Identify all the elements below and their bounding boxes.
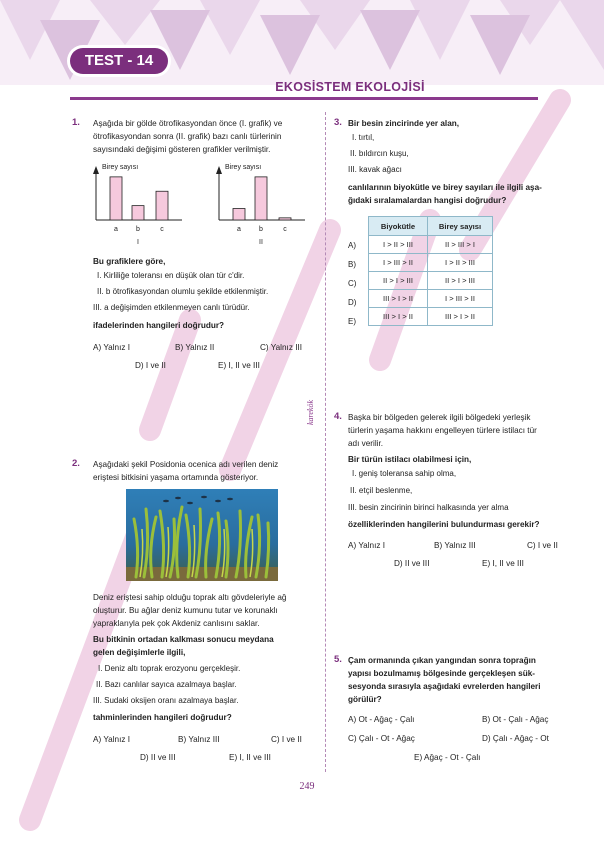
q5-stem: Çam ormanında çıkan yangından sonra toprağın yapısı bozulmamış bölgesinde gerçekleşen sük- sesyonda sırasıyla aşağıdaki evrelerden hangileri görülür? (348, 656, 541, 704)
q3-option-d[interactable]: D) (348, 298, 357, 307)
q3-answer-table (368, 216, 493, 326)
q1-chart-1 (90, 158, 190, 248)
q2-lead: Bu bitkinin ortadan kalkması sonucu meydana gelen değişimlerle ilgili, (93, 635, 274, 657)
chart1-bar-a (110, 177, 122, 220)
q2-question: tahminlerinden hangileri doğrudur? (93, 713, 232, 722)
q1-option-c[interactable]: C) Yalnız III (260, 343, 303, 352)
page-number: 249 (299, 781, 315, 792)
q3-option-e[interactable]: E) (348, 317, 356, 326)
chart2-ylabel: Birey sayısı (225, 164, 262, 171)
q1-option-d[interactable]: D) I ve II (135, 361, 166, 370)
q4-lead: Bir türün istilacı olabilmesi için, (348, 455, 472, 464)
q2-option-d[interactable]: D) II ve III (140, 753, 176, 762)
q2-item-1: I. Deniz altı toprak erozyonu gerçekleşir. (98, 664, 241, 673)
table-header-biomass: Biyokütle (369, 217, 428, 236)
table-header-count: Birey sayısı (428, 217, 493, 236)
chart1-caption: I (137, 239, 139, 246)
q4-option-e[interactable]: E) I, II ve III (482, 559, 524, 568)
q2-item-2: II. Bazı canlılar sayıca azalmaya başlar. (96, 680, 237, 689)
column-divider (325, 112, 326, 772)
q2-option-c[interactable]: C) I ve II (271, 735, 302, 744)
q2-number: 2. (72, 458, 80, 469)
chart2-bar-a (233, 209, 245, 221)
side-label: karekök (306, 399, 315, 425)
q3-option-c[interactable]: C) (348, 279, 357, 288)
q1-option-e[interactable]: E) I, II ve III (218, 361, 260, 370)
q1-stem: Aşağıda bir gölde ötrofikasyondan önce (I. grafik) ve ötrofikasyondan sonra (II. grafik) bazı canlı türlerinin sayısındaki değişimi gösteren grafikler verilmiştir. (93, 119, 283, 154)
section-title: EKOSİSTEM EKOLOJİSİ (275, 80, 425, 94)
q5-option-c[interactable]: C) Çalı - Ot - Ağaç (348, 734, 415, 743)
q2-body: Deniz eriştesi sahip olduğu toprak altı gövdeleriyle ağ oluşturur. Bu ağlar deniz kumunu tutar ve korunaklı yapraklarıyla pek çok Akdeniz canlısını saklar. (93, 593, 287, 628)
q1-chart-2 (213, 158, 313, 248)
q3-option-a[interactable]: A) (348, 241, 356, 250)
table-row: III > I > II III > I > II (369, 308, 493, 326)
chart1-y-arrow (93, 166, 99, 174)
q5-option-e[interactable]: E) Ağaç - Ot - Çalı (414, 753, 481, 762)
chart2-bar-b (255, 177, 267, 220)
q4-option-b[interactable]: B) Yalnız III (434, 541, 476, 550)
chart2-y-arrow (216, 166, 222, 174)
header-rule (70, 97, 538, 100)
q3-item-3: III. kavak ağacı (348, 165, 402, 174)
q4-question: özelliklerinden hangilerini bulundurması gerekir? (348, 520, 540, 529)
chart1-bar-c (156, 191, 168, 220)
q3-number: 3. (334, 117, 342, 128)
chart1-tick-b: b (136, 226, 140, 233)
q3-option-b[interactable]: B) (348, 260, 356, 269)
q4-option-d[interactable]: D) II ve III (394, 559, 430, 568)
q5-number: 5. (334, 654, 342, 665)
q1-number: 1. (72, 117, 80, 128)
q1-item-3: III. a değişimden etkilenmeyen canlı türüdür. (93, 303, 250, 312)
table-row: I > III > II I > II > III (369, 254, 493, 272)
q1-item-2: II. b ötrofikasyondan olumlu şekilde etkilenmiştir. (97, 287, 269, 296)
q2-option-b[interactable]: B) Yalnız III (178, 735, 220, 744)
chart1-ylabel: Birey sayısı (102, 164, 139, 171)
q1-question: ifadelerinden hangileri doğrudur? (93, 321, 225, 330)
seagrass-photo (126, 489, 278, 581)
table-row: III > I > II I > III > II (369, 290, 493, 308)
chart2-tick-c: c (283, 226, 287, 233)
q4-option-c[interactable]: C) I ve II (527, 541, 558, 550)
q1-option-a[interactable]: A) Yalnız I (93, 343, 131, 352)
q1-item-1: I. Kirliliğe toleransı en düşük olan tür c'dir. (97, 271, 245, 280)
q2-stem: Aşağıdaki şekil Posidonia ocenica adı verilen deniz eriştesi bitkisini yaşama ortamında gösteriyor. (93, 460, 279, 482)
q2-option-a[interactable]: A) Yalnız I (93, 735, 131, 744)
q3-stem: Bir besin zincirinde yer alan, (348, 119, 460, 128)
q3-item-1: I. tırtıl, (352, 133, 375, 142)
q4-number: 4. (334, 411, 342, 422)
chart2-tick-a: a (237, 226, 241, 233)
q4-item-1: I. geniş toleransa sahip olma, (352, 469, 457, 478)
chart1-bar-b (132, 206, 144, 220)
chart2-tick-b: b (259, 226, 263, 233)
q5-option-b[interactable]: B) Ot - Çalı - Ağaç (482, 715, 549, 724)
chart2-caption: II (259, 239, 263, 246)
chart2-bar-c (279, 218, 291, 220)
q1-option-b[interactable]: B) Yalnız II (175, 343, 215, 352)
table-row: I > II > III II > III > I (369, 236, 493, 254)
q4-item-3: III. besin zincirinin birinci halkasında yer alma (348, 503, 509, 512)
test-badge: TEST - 14 (70, 48, 168, 74)
chart1-tick-a: a (114, 226, 118, 233)
q5-option-a[interactable]: A) Ot - Ağaç - Çalı (348, 715, 415, 724)
chart1-tick-c: c (160, 226, 164, 233)
q1-lead: Bu grafiklere göre, (93, 257, 166, 266)
q4-item-2: II. etçil beslenme, (350, 486, 413, 495)
q2-item-3: III. Sudaki oksijen oranı azalmaya başlar. (93, 696, 239, 705)
q5-option-d[interactable]: D) Çalı - Ağaç - Ot (482, 734, 549, 743)
q4-option-a[interactable]: A) Yalnız I (348, 541, 386, 550)
q2-option-e[interactable]: E) I, II ve III (229, 753, 271, 762)
q3-item-2: II. bıldırcın kuşu, (350, 149, 409, 158)
q4-stem: Başka bir bölgeden gelerek ilgili bölgedeki yerleşik türlerin yaşama hakkını engelleyen türlere istilacı tür adı verilir. (348, 413, 537, 448)
q3-option-labels (348, 236, 356, 331)
table-row: II > I > III II > I > III (369, 272, 493, 290)
q3-question: canlılarının biyokütle ve birey sayıları ile ilgili aşa- ğıdaki sıralamalardan hangisi doğrudur? (348, 183, 542, 205)
